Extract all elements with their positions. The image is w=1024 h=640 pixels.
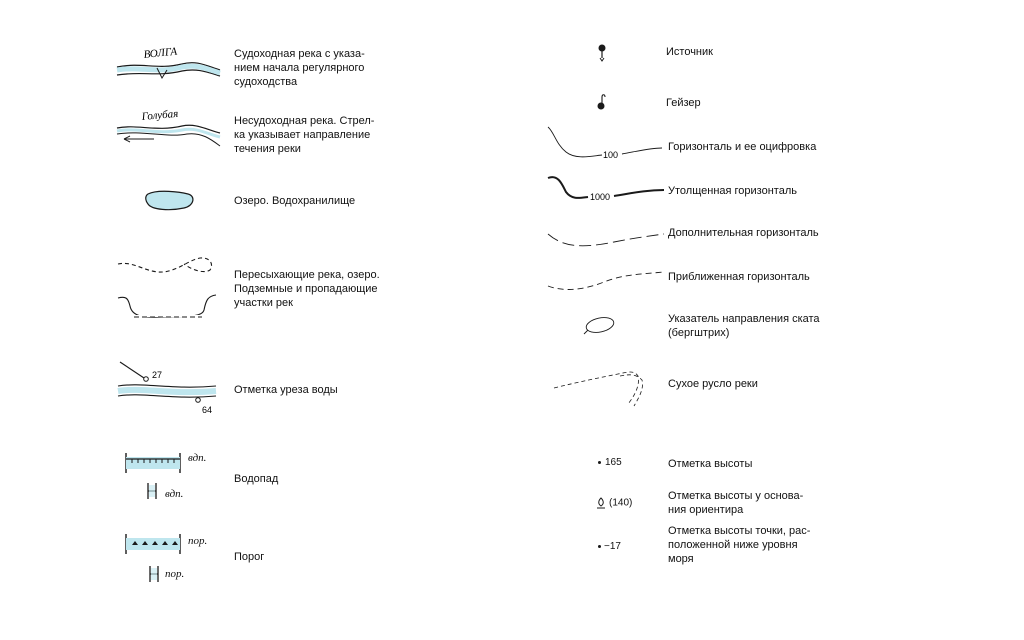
height-value: 165 (605, 457, 622, 468)
contour-symbol (544, 124, 664, 166)
below-sea-desc: Отметка высоты точки, рас- положенной ниже уровня моря (668, 525, 811, 565)
landmark-height-desc: Отметка высоты у основа- ния ориентира (668, 490, 804, 516)
water-level-mark-27: 27 (152, 370, 163, 380)
lake-desc: Озеро. Водохранилище (234, 195, 356, 207)
landmark-height-mark (596, 497, 632, 509)
height-desc: Отметка высоты (668, 458, 753, 470)
supplementary-contour-desc: Дополнительная горизонталь (668, 227, 819, 239)
drying-river-desc: Пересыхающие река, озеро. Подземные и пропадающие участки рек (234, 269, 380, 309)
waterfall-label-b: вдп. (165, 488, 184, 500)
approx-contour-symbol (544, 262, 668, 296)
below-sea-value: −17 (604, 541, 621, 552)
river-label-volga: ВОЛГА (143, 45, 178, 61)
lake-symbol (140, 186, 200, 214)
geyser-symbol (594, 92, 610, 112)
contour-number-label: 100 (603, 150, 619, 160)
below-sea-mark (598, 541, 621, 552)
rapids-label-a: пор. (188, 535, 208, 547)
spring-desc: Источник (666, 46, 713, 58)
rapids-desc: Порог (234, 551, 265, 563)
nonnavigable-river-desc: Несудоходная река. Стрел- ка указывает направление течения реки (234, 115, 375, 155)
waterfall-label-a: вдп. (188, 452, 207, 464)
dry-riverbed-desc: Сухое русло реки (668, 378, 758, 390)
waterfall-desc: Водопад (234, 473, 279, 485)
thick-contour-desc: Утолщенная горизонталь (668, 185, 797, 197)
height-mark (598, 457, 622, 468)
below-sea-dot-icon (598, 545, 601, 548)
water-level-desc: Отметка уреза воды (234, 384, 338, 396)
thick-contour-number-label: 1000 (590, 192, 611, 202)
water-level-mark-64: 64 (202, 405, 213, 415)
height-dot-icon (598, 461, 601, 464)
navigable-river-symbol (112, 40, 227, 85)
slope-indicator-symbol (580, 312, 620, 338)
spring-symbol (594, 42, 610, 64)
supplementary-contour-symbol (544, 220, 668, 252)
slope-indicator-desc: Указатель направления ската (бергштрих) (668, 313, 820, 339)
dry-riverbed-symbol (548, 364, 658, 410)
thick-contour-symbol (544, 170, 668, 206)
geyser-desc: Гейзер (666, 97, 701, 109)
landmark-height-value: (140) (609, 497, 633, 509)
navigable-river-desc: Судоходная река с указа- нием начала регулярного судоходства (234, 48, 365, 88)
drying-river-symbol (112, 250, 222, 322)
landmark-icon (596, 497, 606, 509)
approx-contour-desc: Приближенная горизонталь (668, 271, 810, 283)
river-label-golubaya: Голубая (141, 107, 179, 123)
rapids-label-b: пор. (165, 568, 185, 580)
contour-desc: Горизонталь и ее оцифровка (668, 141, 817, 153)
water-level-symbol (112, 360, 222, 420)
nonnavigable-river-symbol (112, 106, 227, 156)
